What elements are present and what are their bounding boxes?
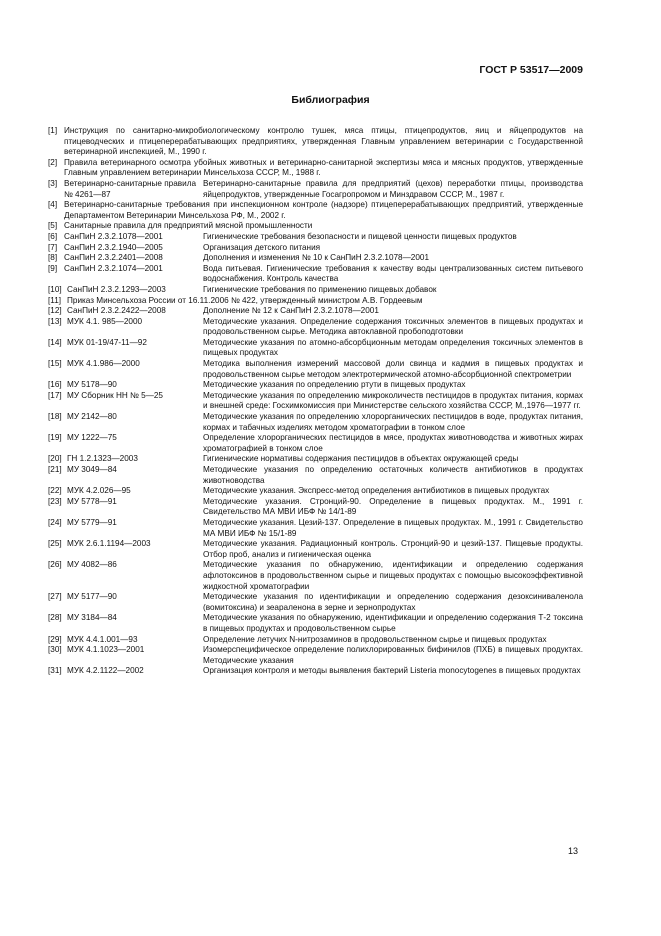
entry-source: СанПиН 2.3.2.2422—2008 [67,306,166,316]
entry-source: МУК 4.1.986—2000 [67,359,140,369]
bibliography-entry [48,380,583,391]
entry-description: Гигиенические нормативы содержания пестицидов в объектах окружающей среды [203,454,519,464]
entry-description: Методические указания. Цезий-137. Определение в пищевых продуктах. М., 1991 г. Свидетельство МА МВИ ИБФ № 15/1-89 [203,517,583,538]
entry-description: Гигиенические требования безопасности и пищевой ценности пищевых продуктов [203,231,517,241]
entry-number: [5] [48,221,58,231]
entry-description: Ветеринарно-санитарные правила для предприятий (цехов) переработки птицы, производства яйцепродуктов, утвержденные Госагропромом и Минздравом СССР, М., 1987 г. [203,178,583,199]
entry-number: [17] [48,390,62,400]
entry-number: [1] [48,126,58,135]
entry-number: [9] [48,263,58,273]
entry-description: Организация детского питания [203,242,321,252]
bibliography-entry [48,645,583,666]
entry-description: Методические указания по обнаружению, идентификации и определению содержания Т-2 токсина в пищевых продуктах и продовольственном сырье [203,613,583,633]
entry-description: Методические указания. Стронций-90. Определение в пищевых продуктах. М., 1991 г. Свидетельство МА МВИ ИБФ № 14/1-89 [203,496,583,517]
bibliography-entry [48,486,583,497]
entry-number: [10] [48,284,62,294]
bibliography-entry [48,285,583,296]
entry-description: Методические указания по определению микроколичеств пестицидов в продуктах питания, кормах и внешней среде: Госхимкомиссия при Министерстве сельского хозяйства СССР, М.,1976—1977 гг. [203,390,583,411]
entry-description: Методические указания. Экспресс-метод определения антибиотиков в пищевых продуктах [203,486,550,496]
entry-description: Определение летучих N-нитрозаминов в продовольственном сырье и пищевых продуктах [203,634,547,644]
entry-number: [19] [48,433,62,443]
entry-number: [31] [48,666,62,676]
entry-source: МУК 2.6.1.1194—2003 [67,539,151,549]
entry-source: ГН 1.2.1323—2003 [67,454,138,464]
entry-number: [23] [48,496,62,506]
bibliography-entry [48,126,583,158]
entry-description: Гигиенические требования по применению пищевых добавок [203,284,437,294]
page-number: 13 [567,846,578,856]
entry-description: Методические указания по идентификации и определению содержания дезоксиниваленола (вомитоксина) и зеараленона в зерне и зернопродуктах [203,592,583,612]
entry-source: МУ 5778—91 [67,496,117,506]
entry-number: [6] [48,231,58,241]
bibliography-entry [48,232,583,243]
document-code: ГОСТ Р 53517—2009 [479,64,583,76]
entry-number: [29] [48,634,62,644]
entry-number: [20] [48,454,62,464]
entry-number: [24] [48,517,62,527]
bibliography-entry [48,518,583,539]
entry-description: Методика выполнения измерений массовой доли свинца и кадмия в пищевых продуктах и продовольственном сырье методом электротермической атомно-абсорбционной спектрометрии [203,359,583,379]
entry-source: Ветеринарно-санитарные правила № 4261—87 [64,178,197,199]
bibliography-entry [48,264,583,285]
entry-text: Правила ветеринарного осмотра убойных животных и ветеринарно-санитарной экспертизы мяса и мясных продуктов, утвержденные Главным управлением ветеринарии Минсельхоза СССР, М., 1988 г. [64,157,583,178]
bibliography-entry [48,635,583,646]
bibliography-entry [48,359,583,380]
entry-source: МУК 01-19/47-11—92 [67,337,147,347]
bibliography-entry [48,179,583,200]
bibliography-entry [48,221,583,232]
bibliography-entry [48,433,583,454]
entry-source: МУ 4082—86 [67,560,117,570]
entry-description: Дополнения и изменения № 10 к СанПиН 2.3.2.1078—2001 [203,253,430,263]
entry-description: Определение хлорорганических пестицидов в мясе, продуктах животноводства и животных жирах хроматографией в тонком слое [203,433,583,453]
entry-number: [30] [48,645,62,655]
entry-source: МУК 4.1.1023—2001 [67,645,145,655]
entry-number: [15] [48,359,62,369]
entry-number: [25] [48,539,62,549]
bibliography-entry [48,243,583,254]
entry-number: [12] [48,306,62,316]
entry-text: Инструкция по санитарно-микробиологическому контролю тушек, мяса птицы, птицепродуктов, яиц и яйцепродуктов на птицеводческих и птицеперерабатывающих предприятиях, утвержденная Главным управлением ветеринарии с Государственной ветеринарной инспекцией, М., 1990 г. [64,126,583,157]
bibliography-entry [48,560,583,592]
page-title: Библиография [291,94,370,106]
entry-number: [28] [48,613,62,623]
entry-number: [26] [48,560,62,570]
entry-source: МУК 4.2.1122—2002 [67,666,144,676]
entry-description: Методические указания по обнаружению, идентификации и определению содержания афлотоксинов в продовольственном сырье и пищевых продуктах с помощью высокоэффективной жидкостной хроматографии [203,560,583,591]
bibliography-entry [48,539,583,560]
bibliography-entry [48,666,583,677]
entry-description: Методические указания. Определение содержания токсичных элементов в пищевых продуктах и продовольственном сырье. Методика автоклавной пробоподготовки [203,316,583,337]
entry-description: Методические указания по определению остаточных количеств антибиотиков в продуктах животноводства [203,465,583,485]
entry-number: [27] [48,592,62,602]
entry-source: МУ 3184—84 [67,613,117,623]
entry-source: СанПиН 2.3.2.1293—2003 [67,284,166,294]
entry-source: МУ 5177—90 [67,592,117,602]
entry-source: МУ 3049—84 [67,465,117,474]
entry-source: СанПиН 2.3.2.1078—2001 [64,231,163,241]
entry-description: Методические указания по определению ртути в пищевых продуктах [203,380,466,390]
entry-source: МУ 1222—75 [67,433,117,443]
entry-source: МУК 4.2.026—95 [67,486,131,496]
bibliography-entry [48,296,583,307]
bibliography-entry [48,391,583,412]
entry-source: СанПиН 2.3.2.1940—2005 [64,242,163,252]
bibliography-entry [48,317,583,338]
entry-description: Дополнение № 12 к СанПиН 2.3.2.1078—2001 [203,306,379,316]
entry-number: [22] [48,486,62,496]
bibliography-entry [48,592,583,613]
entry-number: [8] [48,253,58,263]
entry-source: СанПиН 2.3.2.1074—2001 [64,263,163,273]
entry-number: [4] [48,200,58,210]
bibliography-entry [48,338,583,359]
entry-number: [18] [48,412,62,422]
entry-source: МУ Сборник НН № 5—25 [67,390,163,400]
bibliography-list [48,126,583,677]
entry-text: Ветеринарно-санитарные требования при инспекционном контроле (надзоре) птицеперерабатывающих предприятий, утвержденные Департаментом Ветеринарии Минсельхоза РФ, М., 2002 г. [64,200,583,220]
entry-number: [14] [48,337,62,347]
entry-source: СанПиН 2.3.2.2401—2008 [64,253,163,263]
entry-number: [21] [48,465,62,474]
entry-number: [11] [48,295,62,305]
entry-source: МУ 5779—91 [67,517,117,527]
bibliography-entry [48,613,583,634]
entry-description: Методические указания по определению хлорорганических пестицидов в воде, продуктах питания, кормах и табачных изделиях методом хроматографии в тонком слое [203,412,583,432]
entry-description: Организация контроля и методы выявления бактерий Listeria monocytogenes в пищевых продуктах [203,666,581,676]
bibliography-entry [48,497,583,518]
bibliography-entry [48,454,583,465]
entry-number: [7] [48,242,58,252]
bibliography-entry [48,200,583,221]
entry-number: [13] [48,316,62,326]
entry-text: Приказ Минсельхоза России от 16.11.2006 № 422, утвержденный министром А.В. Гордеевым [67,295,423,305]
bibliography-entry [48,158,583,179]
entry-description: Изомерспецифическое определение полихлорированных бифинилов (ПХБ) в пищевых продуктах. Методические указания [203,645,583,665]
entry-source: МУ 5178—90 [67,380,117,390]
entry-source: МУК 4.4.1.001—93 [67,634,138,644]
entry-source: МУК 4.1. 985—2000 [67,316,143,326]
entry-description: Вода питьевая. Гигиенические требования к качеству воды централизованных систем питьевого водоснабжения. Контроль качества [203,263,583,284]
entry-number: [16] [48,380,62,390]
entry-source: МУ 2142—80 [67,412,117,422]
bibliography-entry [48,412,583,433]
entry-text: Санитарные правила для предприятий мясной промышленности [64,221,313,231]
bibliography-entry [48,253,583,264]
bibliography-entry [48,306,583,317]
entry-number: [3] [48,178,58,188]
bibliography-entry [48,465,583,486]
entry-description: Методические указания по атомно-абсорбционным методам определения токсичных элементов в пищевых продуктах [203,337,583,358]
entry-number: [2] [48,157,58,167]
entry-description: Методические указания. Радиационный контроль. Стронций-90 и цезий-137. Пищевые продукты. Отбор проб, анализ и гигиеническая оценка [203,539,583,559]
